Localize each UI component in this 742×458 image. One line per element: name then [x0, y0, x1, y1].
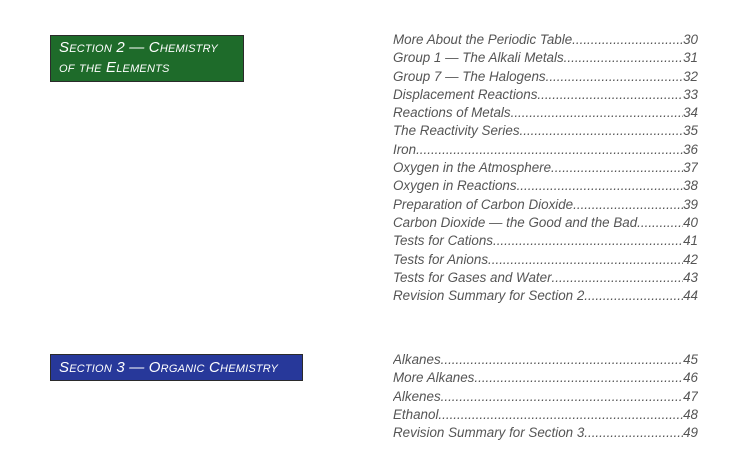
- toc-dot-leader: [441, 351, 683, 369]
- toc-entry: [393, 232, 698, 250]
- toc-entry-title: Group 7 — The Halogens: [393, 68, 546, 84]
- toc-entry-title: The Reactivity Series: [393, 123, 520, 139]
- section-3-heading: Section 3 — Organic Chemistry: [59, 359, 279, 376]
- section-3-toc-list: [393, 351, 698, 442]
- toc-entry-page: 32: [683, 68, 698, 84]
- toc-entry-page: 34: [683, 105, 698, 121]
- toc-dot-leader: [474, 369, 683, 387]
- toc-entry-title: More About the Periodic Table: [393, 32, 573, 47]
- toc-entry-page: 33: [683, 86, 698, 102]
- toc-dot-leader: [573, 196, 683, 214]
- toc-entry-page: 40: [683, 214, 698, 230]
- toc-entry-title: Oxygen in Reactions: [393, 178, 517, 194]
- toc-entry-title: Reactions of Metals: [393, 105, 511, 121]
- toc-entry-title: Tests for Cations: [393, 233, 493, 249]
- toc-entry: [393, 31, 698, 49]
- toc-entry-page: 44: [683, 288, 698, 304]
- toc-entry-title: Revision Summary for Section 2: [393, 288, 585, 304]
- section-2-toc-list: [393, 31, 698, 305]
- toc-entry: [393, 86, 698, 104]
- toc-entry-title: Revision Summary for Section 3: [393, 425, 585, 441]
- toc-entry: [393, 269, 698, 287]
- toc-entry-title: Carbon Dioxide — the Good and the Bad: [393, 214, 638, 230]
- toc-entry: [393, 122, 698, 140]
- toc-entry-page: 45: [683, 352, 698, 367]
- toc-entry-title: Tests for Anions: [393, 251, 489, 267]
- toc-dot-leader: [546, 68, 684, 86]
- toc-dot-leader: [537, 86, 683, 104]
- toc-entry-page: 35: [683, 123, 698, 139]
- toc-entry-page: 36: [683, 141, 698, 157]
- toc-entry: [393, 159, 698, 177]
- toc-entry-title: Displacement Reactions: [393, 86, 538, 102]
- toc-entry-page: 41: [683, 233, 698, 249]
- toc-dot-leader: [488, 251, 683, 269]
- toc-entry-page: 39: [683, 196, 698, 212]
- toc-dot-leader: [520, 122, 684, 140]
- toc-dot-leader: [572, 31, 683, 49]
- toc-dot-leader: [584, 287, 683, 305]
- toc-dot-leader: [637, 214, 683, 232]
- toc-entry-title: Preparation of Carbon Dioxide: [393, 196, 574, 212]
- toc-entry-title: Tests for Gases and Water: [393, 269, 552, 285]
- toc-dot-leader: [564, 49, 683, 67]
- toc-entry: [393, 406, 698, 424]
- toc-dot-leader: [416, 141, 683, 159]
- toc-entry: [393, 104, 698, 122]
- section-3-heading-box: [50, 354, 303, 381]
- toc-entry-page: 47: [683, 388, 698, 404]
- toc-dot-leader: [493, 232, 683, 250]
- toc-entry-title: Iron: [393, 141, 417, 157]
- toc-dot-leader: [511, 104, 684, 122]
- toc-entry-page: 43: [683, 269, 698, 285]
- toc-entry-title: Oxygen in the Atmosphere: [393, 160, 552, 176]
- toc-entry: [393, 251, 698, 269]
- toc-entry: [393, 214, 698, 232]
- toc-entry-page: 49: [683, 425, 698, 441]
- toc-entry-title: Group 1 — The Alkali Metals: [393, 50, 564, 66]
- toc-entry-title: Alkanes: [393, 352, 441, 367]
- toc-entry-page: 46: [683, 370, 698, 386]
- toc-entry-page: 30: [683, 32, 698, 47]
- toc-entry-title: Alkenes: [393, 388, 441, 404]
- toc-dot-leader: [438, 406, 683, 424]
- toc-entry: [393, 287, 698, 305]
- toc-entry-title: Ethanol: [393, 406, 439, 422]
- toc-entry-page: 37: [683, 160, 698, 176]
- toc-entry: [393, 388, 698, 406]
- toc-entry: [393, 369, 698, 387]
- toc-entry-page: 38: [683, 178, 698, 194]
- toc-entry: [393, 141, 698, 159]
- toc-entry: [393, 196, 698, 214]
- toc-entry-title: More Alkanes: [393, 370, 475, 386]
- toc-entry: [393, 177, 698, 195]
- toc-dot-leader: [584, 424, 683, 442]
- toc-entry: [393, 351, 698, 369]
- toc-dot-leader: [517, 177, 684, 195]
- toc-entry: [393, 424, 698, 442]
- toc-entry-page: 42: [683, 251, 698, 267]
- toc-entry-page: 31: [683, 50, 698, 66]
- toc-entry: [393, 49, 698, 67]
- toc-dot-leader: [441, 388, 683, 406]
- toc-entry: [393, 68, 698, 86]
- toc-dot-leader: [551, 159, 683, 177]
- section-2-heading: Section 2 — Chemistry of the Elements: [59, 39, 218, 76]
- toc-dot-leader: [552, 269, 684, 287]
- section-2-heading-box: [50, 35, 244, 82]
- toc-entry-page: 48: [683, 406, 698, 422]
